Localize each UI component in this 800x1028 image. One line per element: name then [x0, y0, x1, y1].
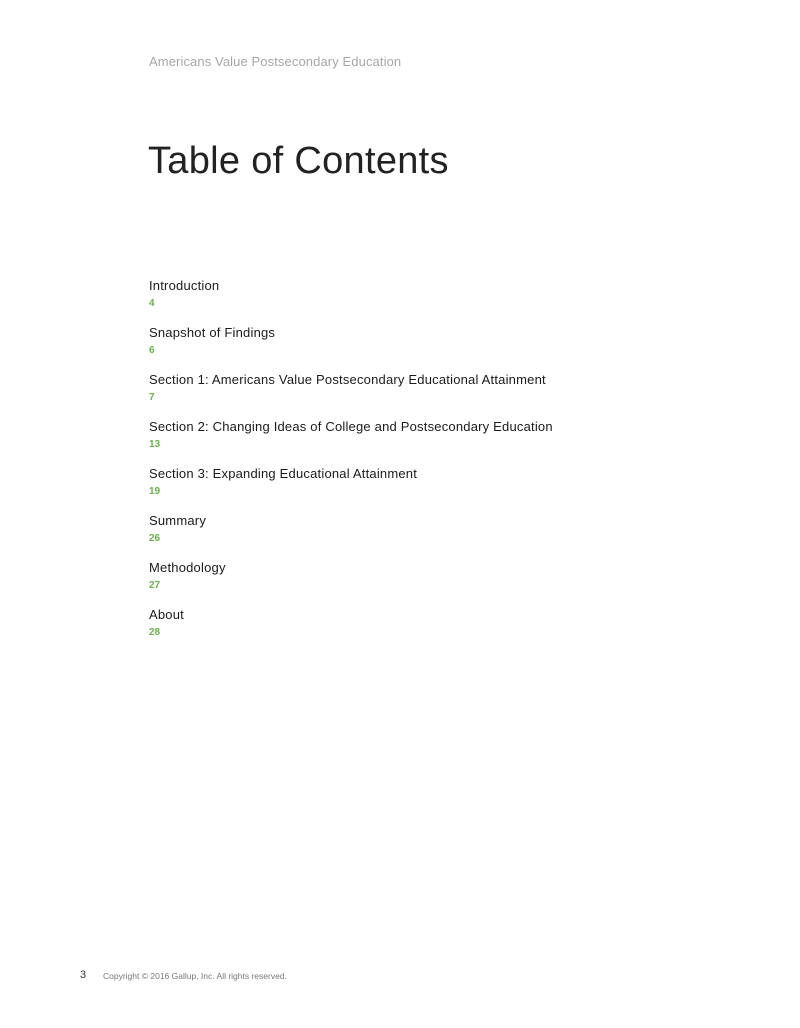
toc-entry-title[interactable]: Snapshot of Findings [149, 325, 276, 340]
toc-entry[interactable] [149, 560, 553, 607]
toc-entry-page[interactable]: 7 [149, 392, 155, 403]
toc-entry-title[interactable]: Section 1: Americans Value Postsecondary Educational Attainment [149, 372, 546, 387]
toc-entry[interactable] [149, 278, 553, 325]
toc-entry-page[interactable]: 28 [149, 627, 161, 638]
toc-entry-title[interactable]: Introduction [149, 278, 220, 293]
toc-entry-page[interactable]: 19 [149, 486, 161, 497]
toc-entry-page[interactable]: 13 [149, 439, 161, 450]
toc-entry-title[interactable]: Methodology [149, 560, 226, 575]
toc-entry-page[interactable]: 27 [149, 580, 161, 591]
toc-entry[interactable] [149, 513, 553, 560]
table-of-contents [149, 278, 553, 654]
toc-entry[interactable] [149, 325, 553, 372]
toc-entry-title[interactable]: Section 3: Expanding Educational Attainment [149, 466, 418, 481]
toc-entry[interactable] [149, 607, 553, 654]
running-header: Americans Value Postsecondary Education [149, 54, 402, 69]
footer-page-number: 3 [80, 969, 87, 981]
toc-entry[interactable] [149, 372, 553, 419]
page-title: Table of Contents [148, 140, 449, 182]
footer-copyright: Copyright © 2016 Gallup, Inc. All rights reserved. [103, 971, 287, 981]
toc-entry-title[interactable]: About [149, 607, 184, 622]
toc-entry[interactable] [149, 419, 553, 466]
toc-entry-page[interactable]: 26 [149, 533, 161, 544]
toc-entry-page[interactable]: 6 [149, 345, 155, 356]
toc-entry-title[interactable]: Section 2: Changing Ideas of College and Postsecondary Education [149, 419, 553, 434]
toc-entry[interactable] [149, 466, 553, 513]
toc-entry-page[interactable]: 4 [149, 298, 155, 309]
toc-entry-title[interactable]: Summary [149, 513, 207, 528]
